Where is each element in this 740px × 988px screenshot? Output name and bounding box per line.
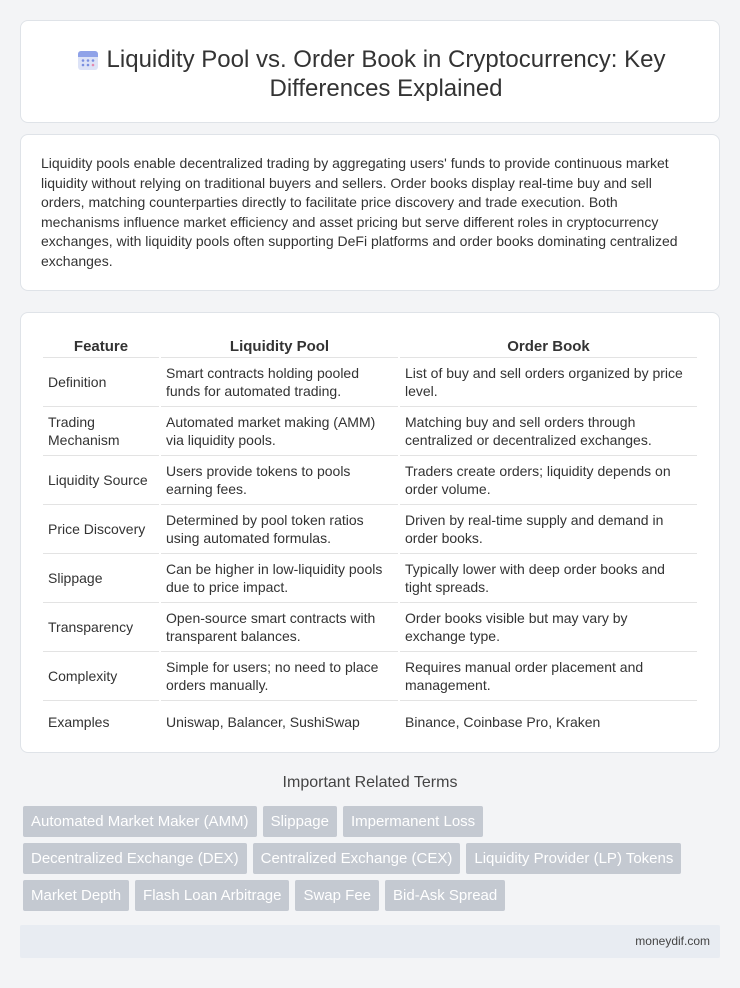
order-book-cell: Binance, Coinbase Pro, Kraken	[405, 714, 601, 730]
feature-cell: Transparency	[43, 603, 159, 652]
table-row	[43, 652, 697, 701]
tag-automated-market-maker[interactable]: Automated Market Maker (AMM)	[23, 806, 257, 837]
order-book-cell: Driven by real-time supply and demand in order books.	[400, 505, 697, 554]
liquidity-pool-cell: Users provide tokens to pools earning fees.	[161, 456, 398, 505]
tag-market-depth[interactable]: Market Depth	[23, 880, 129, 911]
page-title: Liquidity Pool vs. Order Book in Cryptocurrency: Key Differences Explained	[106, 46, 666, 102]
table-row	[43, 701, 697, 743]
tag-row	[23, 806, 723, 837]
header-liquidity-pool: Liquidity Pool	[161, 335, 398, 358]
comparison-table-card	[20, 312, 720, 753]
liquidity-pool-cell: Smart contracts holding pooled funds for automated trading.	[161, 358, 398, 407]
tag-swap-fee[interactable]: Swap Fee	[295, 880, 379, 911]
table-header-row	[43, 335, 697, 358]
intro-card	[20, 134, 720, 291]
table-row	[43, 358, 697, 407]
header-order-book: Order Book	[400, 335, 697, 358]
tag-liquidity-provider-tokens[interactable]: Liquidity Provider (LP) Tokens	[466, 843, 681, 874]
header-feature: Feature	[43, 335, 159, 358]
feature-cell: Price Discovery	[43, 505, 159, 554]
order-book-cell: Order books visible but may vary by exchange type.	[400, 603, 697, 652]
table-row	[43, 407, 697, 456]
order-book-cell: Requires manual order placement and management.	[400, 652, 697, 701]
tag-impermanent-loss[interactable]: Impermanent Loss	[343, 806, 483, 837]
tag-decentralized-exchange[interactable]: Decentralized Exchange (DEX)	[23, 843, 247, 874]
footer-site-link[interactable]: moneydif.com	[635, 934, 710, 948]
order-book-cell: List of buy and sell orders organized by price level.	[400, 358, 697, 407]
tag-bid-ask-spread[interactable]: Bid-Ask Spread	[385, 880, 505, 911]
tag-centralized-exchange[interactable]: Centralized Exchange (CEX)	[253, 843, 461, 874]
feature-cell: Slippage	[43, 554, 159, 603]
liquidity-pool-cell: Determined by pool token ratios using automated formulas.	[161, 505, 398, 554]
table-row	[43, 603, 697, 652]
table-row	[43, 554, 697, 603]
table-row	[43, 505, 697, 554]
liquidity-pool-cell: Uniswap, Balancer, SushiSwap	[166, 714, 360, 730]
table-row	[43, 456, 697, 505]
tag-flash-loan-arbitrage[interactable]: Flash Loan Arbitrage	[135, 880, 289, 911]
liquidity-pool-cell: Can be higher in low-liquidity pools due to price impact.	[161, 554, 398, 603]
feature-cell: Liquidity Source	[43, 456, 159, 505]
feature-cell: Complexity	[43, 652, 159, 701]
feature-cell: Trading Mechanism	[43, 407, 159, 456]
tag-row	[23, 880, 723, 911]
order-book-cell: Typically lower with deep order books and tight spreads.	[400, 554, 697, 603]
related-terms-title: Important Related Terms	[282, 774, 458, 791]
footer	[20, 925, 720, 958]
liquidity-pool-cell: Simple for users; no need to place orders manually.	[161, 652, 398, 701]
liquidity-pool-cell: Automated market making (AMM) via liquidity pools.	[161, 407, 398, 456]
tag-slippage[interactable]: Slippage	[263, 806, 337, 837]
liquidity-pool-cell: Open-source smart contracts with transparent balances.	[161, 603, 398, 652]
related-terms-list	[23, 806, 723, 917]
title-card	[20, 20, 720, 123]
feature-cell: Definition	[43, 358, 159, 407]
feature-cell: Examples	[48, 714, 110, 730]
intro-paragraph: Liquidity pools enable decentralized trading by aggregating users' funds to provide continuous market liquidity without relying on traditional buyers and sellers. Order books display real-time buy and sell orders, matching counterparties directly to facilitate price discovery and trade execution. Both mechanisms influence market efficiency and asset pricing but serve different roles in cryptocurrency exchanges, with liquidity pools often supporting DeFi platforms and order books dominating centralized exchanges.	[41, 155, 678, 269]
comparison-table	[41, 335, 699, 743]
tag-row	[23, 843, 723, 874]
order-book-cell: Traders create orders; liquidity depends on order volume.	[400, 456, 697, 505]
order-book-cell: Matching buy and sell orders through centralized or decentralized exchanges.	[400, 407, 697, 456]
